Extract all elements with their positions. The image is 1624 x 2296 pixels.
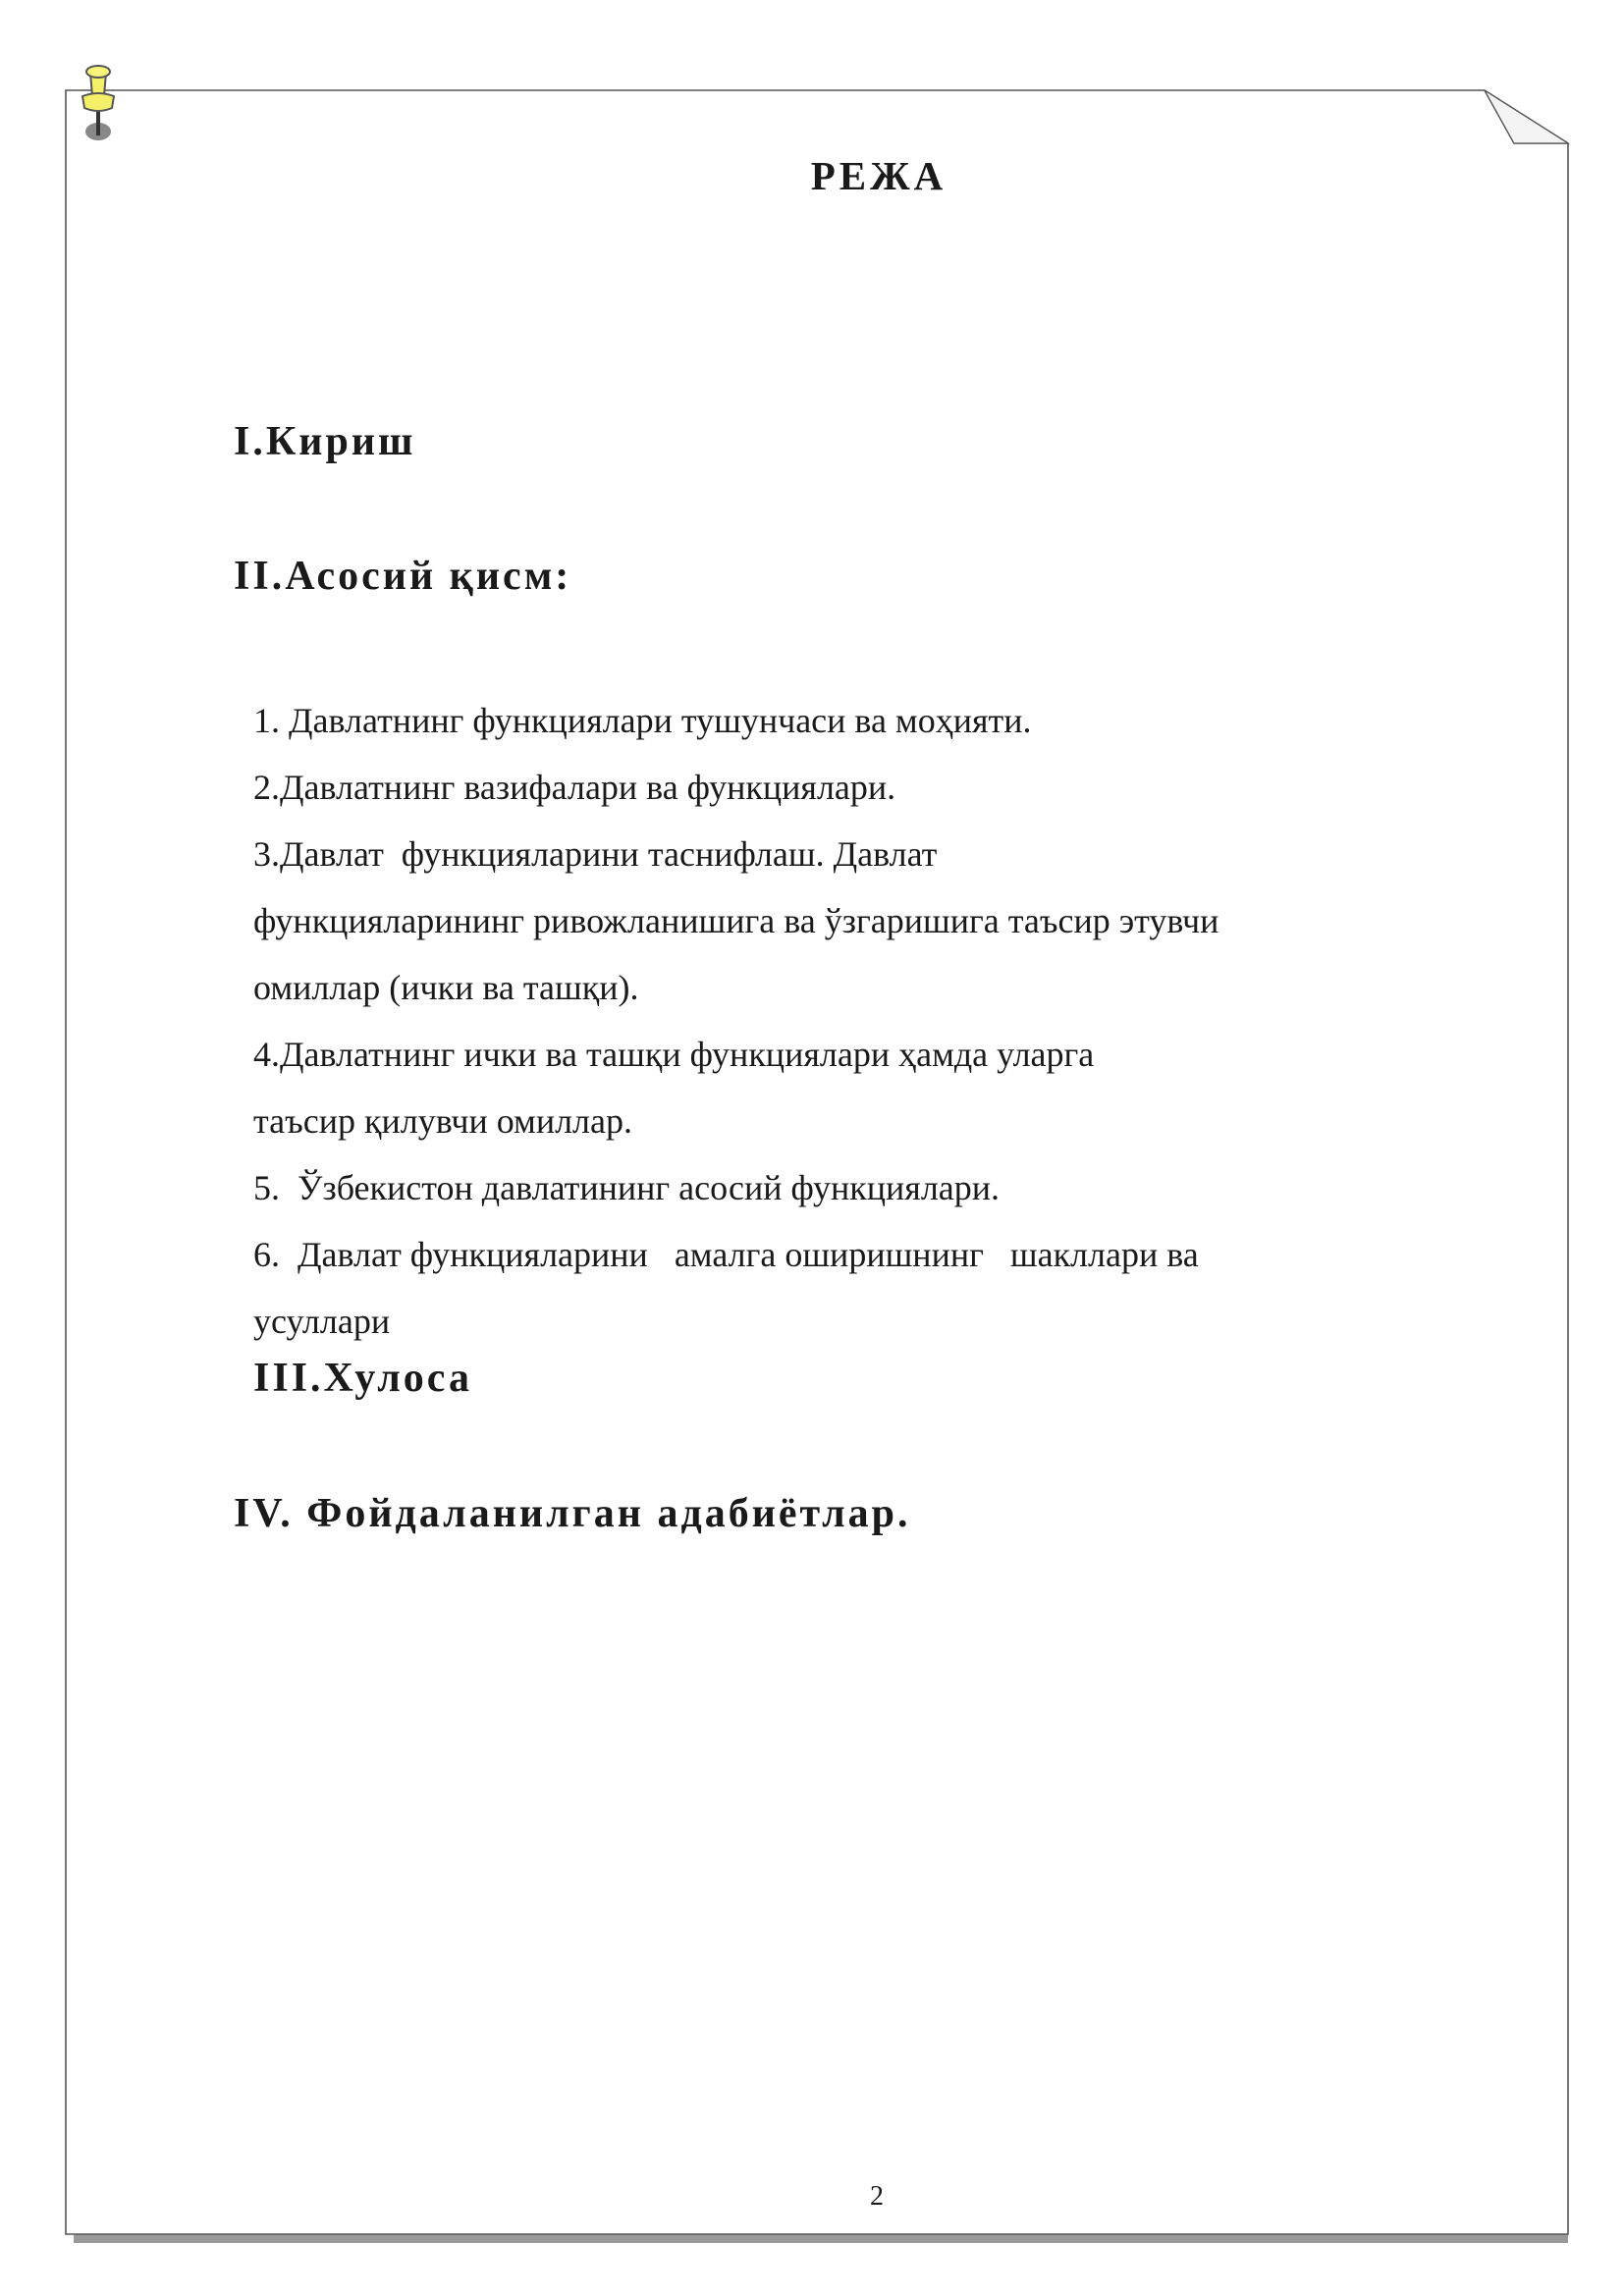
item-line: функцияларининг ривожланишига ва ўзгаришига таъсир этувчи [253,901,1219,940]
section-heading-conclusion: III.Хулоса [253,1356,472,1401]
item-line: таъсир қилувчи омиллар. [253,1101,632,1141]
section-heading-main: II.Асосий қисм: [234,554,572,599]
item-line: 4.Давлатнинг ички ва ташқи функциялари ҳамда уларга [253,1035,1095,1074]
item-line: омиллар (ички ва ташқи). [253,968,639,1007]
item-line: усуллари [253,1302,391,1341]
main-part-items [253,687,1432,1355]
item-line: 3.Давлат функцияларини таснифлаш. Давлат [253,834,938,874]
item-line: 5. Ўзбекистон давлатининг асосий функциялари. [253,1168,1001,1207]
section-heading-intro: I.Кириш [234,419,416,464]
item-line: 2.Давлатнинг вазифалари ва функциялари. [253,768,896,807]
section-heading-references: IV. Фойдаланилган адабиётлар. [234,1491,911,1536]
item-line: 6. Давлат функцияларини амалга оширишнинг шакллари ва [253,1235,1199,1274]
page-number: 2 [870,2181,884,2212]
document-title: РЕЖА [810,153,947,198]
pushpin-icon [77,63,120,141]
item-line: 1. Давлатнинг функциялари тушунчаси ва моҳияти. [253,701,1032,740]
